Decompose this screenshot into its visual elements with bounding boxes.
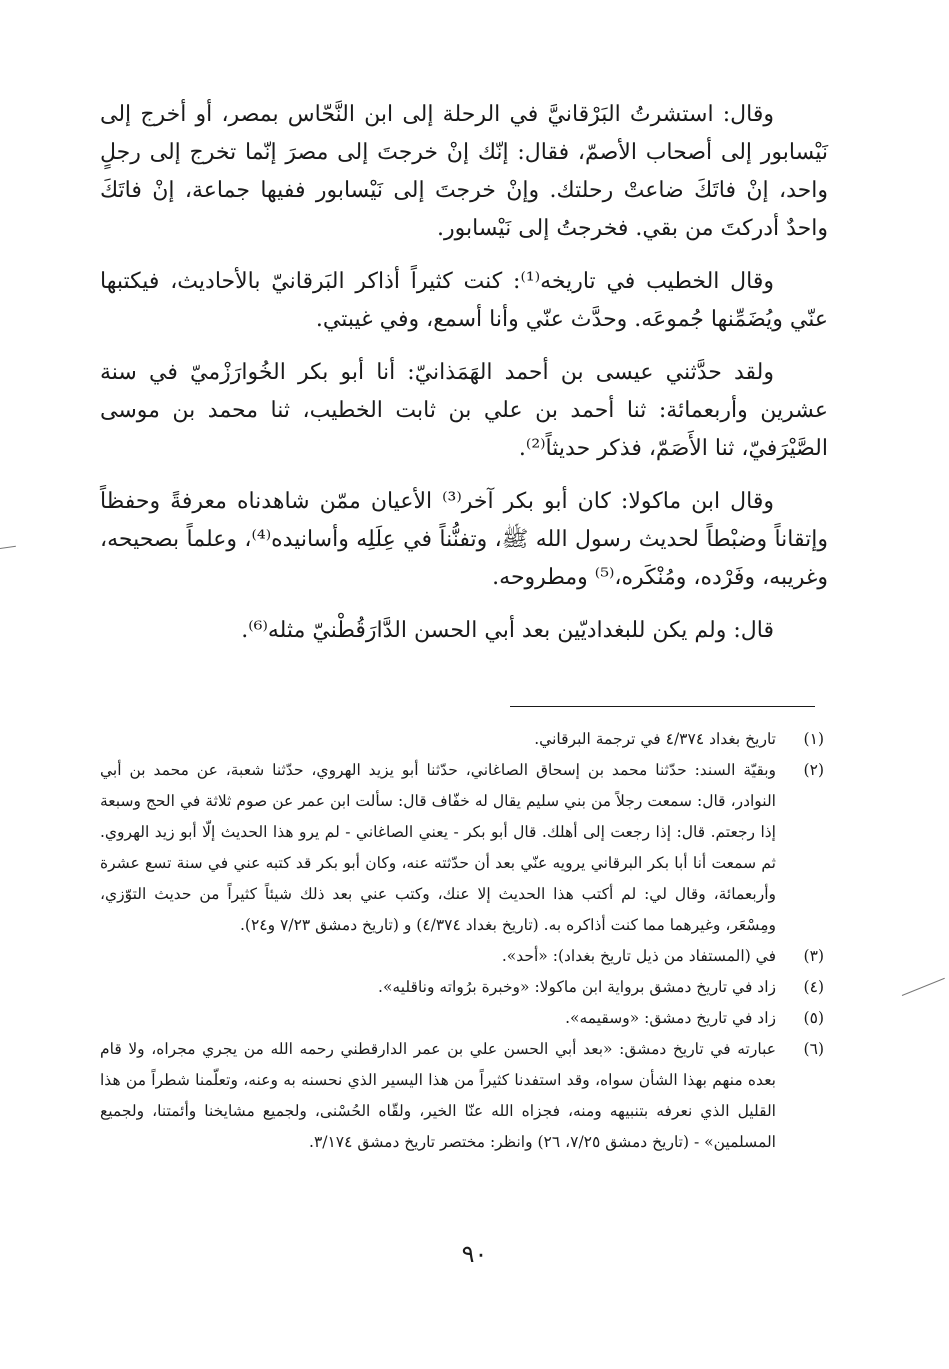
footnote-number: (٥) — [803, 1009, 824, 1027]
footnote-1 — [100, 724, 828, 755]
footnotes — [100, 724, 828, 1158]
footnote-number: (٢) — [803, 761, 824, 779]
paragraph-5: قال: ولم يكن للبغداديّين بعد أبي الحسن الدَّارَقُطْنيّ مثله⁽⁶⁾. — [241, 618, 774, 643]
footnote-text: زاد في تاريخ دمشق برواية ابن ماكولا: «وخبرة برُواته وناقليه». — [378, 978, 776, 996]
paragraph-2: وقال الخطيب في تاريخه⁽¹⁾: كنت كثيراً أذاكر البَرقانيّ بالأحاديث، فيكتبها عنّي ويُضَمِّنها جُموعَه. وحدَّث عنّي وأنا أسمع، وفي غيبتي. — [100, 269, 828, 332]
footnote-text: عبارته في تاريخ دمشق: «بعد أبي الحسن علي بن عمر الدارقطني رحمه الله من يجري مجراه، ولا قام بعده منهم بهذا الشأن سواه، وقد استفدنا كثيراً من هذا اليسير الذي نحسنه به وعنه، وتعلّمنا شطراً من هذا القليل الذي نعرفه بتنبيهه ومنه، فجزاه الله عنّا الخير، ولقّاه الحُسْنى، ولجميع مشايخنا وأئمتنا، ولجميع المسلمين» - (تاريخ دمشق ٧/٢٥، ٢٦) وانظر: مختصر تاريخ دمشق ٣/١٧٤. — [100, 1040, 776, 1151]
page-number: ٩٠ — [461, 1240, 488, 1268]
footnote-text: زاد في تاريخ دمشق: «وسقيمه». — [565, 1009, 776, 1027]
scan-mark-left — [0, 546, 16, 549]
footnote-6 — [100, 1034, 828, 1158]
footnote-3 — [100, 941, 828, 972]
footnote-4 — [100, 972, 828, 1003]
footnote-number: (١) — [803, 730, 824, 748]
main-text — [100, 96, 828, 665]
footnote-text: تاريخ بغداد ٤/٣٧٤ في ترجمة البرقاني. — [534, 730, 776, 748]
footnote-2 — [100, 755, 828, 941]
footnote-number: (٤) — [803, 978, 824, 996]
paragraph-3: ولقد حدَّثني عيسى بن أحمد الهَمَذانيّ: أنا أبو بكر الخُوارَزْميّ في سنة عشرين وأربعمائة: ثنا أحمد بن علي بن ثابت الخطيب، ثنا محمد بن موسى الصَّيْرَفيّ، ثنا الأَصَمّ، فذكر حديثاً⁽²⁾. — [100, 360, 828, 461]
footnote-number: (٦) — [803, 1040, 824, 1058]
paragraph-4: وقال ابن ماكولا: كان أبو بكر آخر⁽³⁾ الأعيان ممّن شاهدناه معرفةً وحفظاً وإتقاناً وضبْطاً لحديث رسول الله ﷺ، وتفنُّناً في عِلَلِه وأسانيده⁽⁴⁾، وعلماً بصحيحه، وغريبه، وفَرْده، ومُنْكَره،⁽⁵⁾ ومطروحه. — [100, 489, 828, 590]
scan-mark-right — [902, 978, 945, 996]
footnote-number: (٣) — [803, 947, 824, 965]
footnote-text: وبقيّة السند: حدّثنا محمد بن إسحاق الصاغاني، حدّثنا أبو يزيد الهروي، حدّثنا شعبة، عن محمد بن أبي النوادر، قال: سمعت رجلاً من بني سليم يقال له خفّاف قال: سألت ابن عمر عن صوم ثلاثة في الحج وسبعة إذا رجعتم. قال: إذا رجعت إلى أهلك. قال أبو بكر - يعني الصاغاني - لم يرو هذا الحديث إلّا أبو زيد الهروي. ثم سمعت أنا أبا بكر البرقاني يرويه عنّي بعد أن حدّثته عنه، وكان أبو بكر قد كتبه عني في سنة تسع عشرة وأربعمائة، وقال لي: لم أكتب هذا الحديث إلا عنك، وكتب عني بعد ذلك شيئاً كثيراً من حديث التوّزي، ومِسْعَر، وغيرهما مما كنت أذاكره به. (تاريخ بغداد ٤/٣٧٤) و (تاريخ دمشق ٧/٢٣ و٢٤). — [100, 761, 776, 934]
footnote-separator — [510, 706, 815, 707]
footnote-text: في (المستفاد من ذيل تاريخ بغداد): «أحد». — [501, 947, 776, 965]
paragraph-1: وقال: استشرتُ البَرْقانيَّ في الرحلة إلى ابن النَّحّاس بمصر، أو أخرج إلى نَيْسابور إلى أصحاب الأصمّ، فقال: إنّك إنْ خرجتَ إلى مصرَ إنّما تخرج إلى رجلٍ واحد، إنْ فاتَكَ ضاعتْ رحلتك. وإنْ خرجتَ إلى نَيْسابور ففيها جماعة، إنْ فاتَكَ واحدٌ أدركتَ من بقي. فخرجتُ إلى نَيْسابور. — [100, 102, 828, 241]
footnote-5 — [100, 1003, 828, 1034]
